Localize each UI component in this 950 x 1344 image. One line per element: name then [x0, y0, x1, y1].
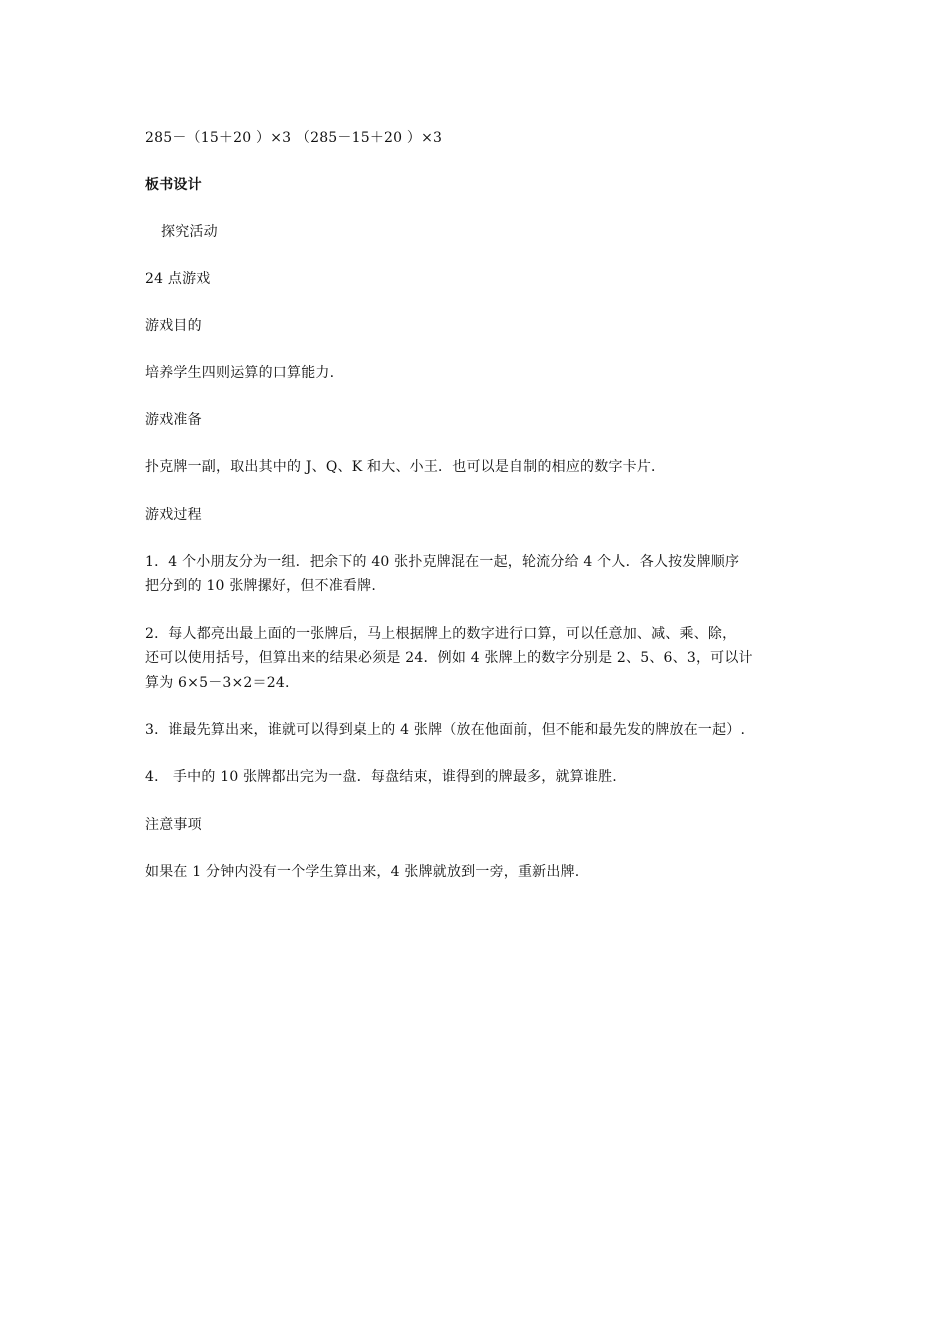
step-1-line-2: 把分到的 10 张牌摞好，但不准看牌.	[145, 578, 376, 594]
process-heading: 游戏过程	[145, 507, 202, 523]
formula-line: 285－（15＋20 ）×3 （285－15＋20 ）×3	[145, 130, 443, 146]
step-1-line-1: 1．4 个小朋友分为一组．把余下的 40 张扑克牌混在一起，轮流分给 4 个人．各人按发牌顺序	[145, 554, 740, 570]
step-3-line-1: 3．谁最先算出来，谁就可以得到桌上的 4 张牌（放在他面前，但不能和最先发的牌放在一起）.	[145, 722, 746, 738]
prep-heading: 游戏准备	[145, 412, 202, 428]
game-title: 24 点游戏	[145, 271, 211, 287]
step-2-line-2: 还可以使用括号，但算出来的结果必须是 24．例如 4 张牌上的数字分别是 2、5、6、3，可以计	[145, 650, 753, 666]
notes-heading: 注意事项	[145, 817, 202, 833]
step-2-line-3: 算为 6×5－3×2＝24.	[145, 675, 290, 691]
goal-text: 培养学生四则运算的口算能力.	[145, 365, 335, 381]
explore-activity-heading: 探究活动	[161, 224, 218, 240]
step-4-line-1: 4． 手中的 10 张牌都出完为一盘．每盘结束，谁得到的牌最多，就算谁胜.	[145, 769, 617, 785]
notes-text: 如果在 1 分钟内没有一个学生算出来，4 张牌就放到一旁，重新出牌.	[145, 864, 580, 880]
goal-heading: 游戏目的	[145, 318, 202, 334]
prep-text: 扑克牌一副，取出其中的 J、Q、K 和大、小王．也可以是自制的相应的数字卡片．	[145, 459, 666, 475]
board-design-heading: 板书设计	[145, 177, 202, 193]
step-2-line-1: 2．每人都亮出最上面的一张牌后，马上根据牌上的数字进行口算，可以任意加、减、乘、除，	[145, 626, 737, 642]
